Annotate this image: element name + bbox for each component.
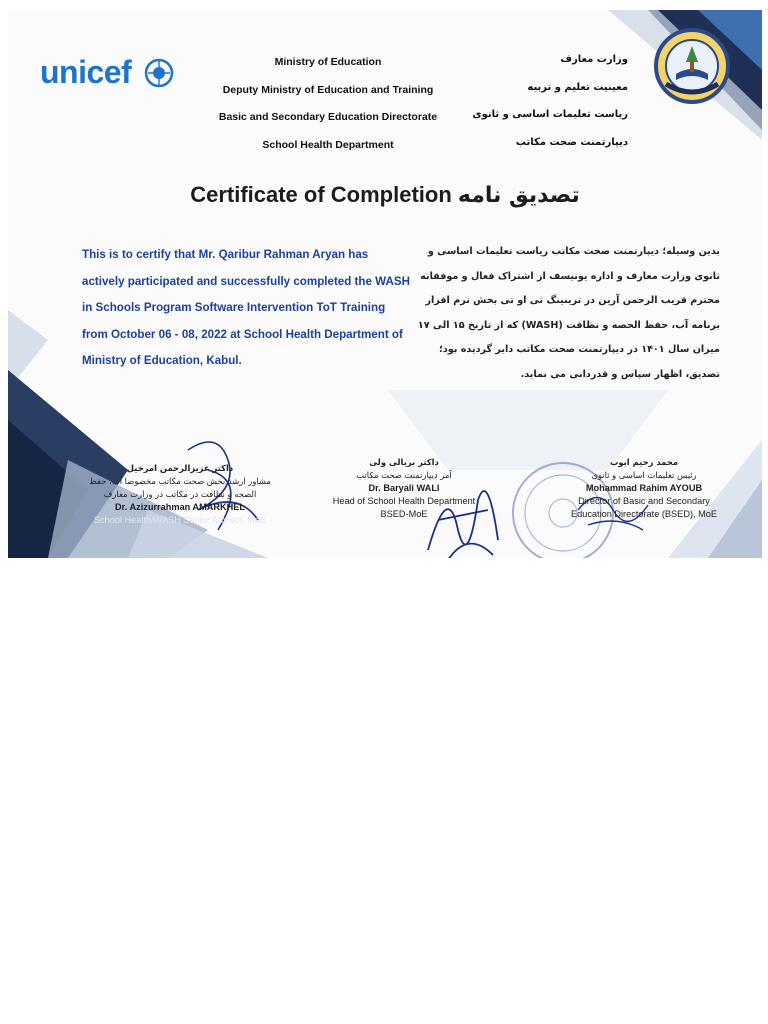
certificate-body-persian: بدین وسیله؛ دیپارتمنت صحت مکاتب ریاست تعلیمات اساسی و ثانوی وزارت معارف و اداره یونیسف از اشتراک فعال و موفقانه محترم قریب الرحمن آرین در ترینینگ تی او تی بخش نرم افزار برنامه آب، حفظ الحصه و نظافت (WASH) که از تاریخ ۱۵ الی ۱۷ میزان سال ۱۴۰۱ در دیپارتمنت صحت مکاتب دایر گردیده بود؛ تصدیق، اظهار سپاس و قدردانی می نماید. (417, 246, 720, 380)
header-line-ministry: Ministry of Education (274, 56, 382, 68)
persian-header (428, 52, 628, 162)
signature-block-middle (320, 456, 488, 521)
signer-left-name-en: Dr. Azizurrahman AMARKHEL (115, 502, 245, 512)
signer-middle-title-en-1: Head of School Health Department (332, 496, 476, 506)
unicef-globe-icon (144, 58, 174, 88)
signer-middle-title-en-2: BSED-MoE (380, 509, 428, 519)
signer-right-name-fa: محمد رحیم ایوب (609, 457, 679, 467)
header-fa-line-ministry: وزارت معارف (560, 54, 628, 65)
header-line-department: School Health Department (262, 138, 394, 151)
unicef-logo: unicef (40, 54, 132, 90)
signer-right-title-en-2: Education Directorate (BSED), MoE (570, 509, 718, 519)
signer-middle-title-fa: آمر دیپارتمنت صحت مکاتب (356, 470, 452, 480)
signer-middle-name-en: Dr. Baryali WALI (368, 483, 440, 493)
title-persian: تصدیق نامه (457, 183, 580, 208)
title-english: Certificate of Completion (190, 182, 452, 207)
english-header (208, 54, 448, 164)
signer-left-title-fa-2: الصحه و نظافت در مکاتب در وزارت معارف (103, 489, 257, 499)
signer-middle-name-fa: داکتر بریالی ولی (369, 457, 439, 467)
certificate-body-english: This is to certify that Mr. Qaribur Rahman Aryan has actively participated and successfully completed the WASH in Schools Program Software Intervention ToT Training from October 06 - 08, 2022 at School Health Department of Ministry of Education, Kabul. (82, 248, 410, 367)
signer-right-title-en-1: Director of Basic and Secondary (578, 496, 710, 506)
header-fa-line-deputy: معینیت تعلیم و تربیه (527, 81, 628, 93)
header-line-directorate: Basic and Secondary Education Directorate (218, 111, 438, 123)
ministry-emblem-logo (652, 26, 732, 106)
header-line-deputy-ministry: Deputy Ministry of Education and Training (222, 83, 434, 96)
certificate (8, 10, 762, 558)
signer-left-title-en: School Health/WASH Senior Advisor, MoE (93, 515, 267, 525)
signer-left-name-fa: داکتر عزیزالرحمن امرخیل (126, 463, 234, 473)
signature-block-right (556, 456, 732, 521)
signer-left-title-fa-1: مشاور ارشد بخش صحت مکاتب مخصوصا آب، حفظ (89, 476, 271, 486)
signer-right-name-en: Mohammad Rahim AYOUB (585, 483, 703, 493)
header-fa-line-department: دیپارتمنت صحت مکاتب (515, 136, 628, 148)
signature-block-left (68, 462, 292, 527)
header-fa-line-directorate: ریاست تعلیمات اساسی و ثانوی (472, 109, 628, 120)
certificate-title (8, 182, 762, 208)
signer-right-title-fa: رئیس تعلیمات اساسی و ثانوی (591, 470, 697, 480)
